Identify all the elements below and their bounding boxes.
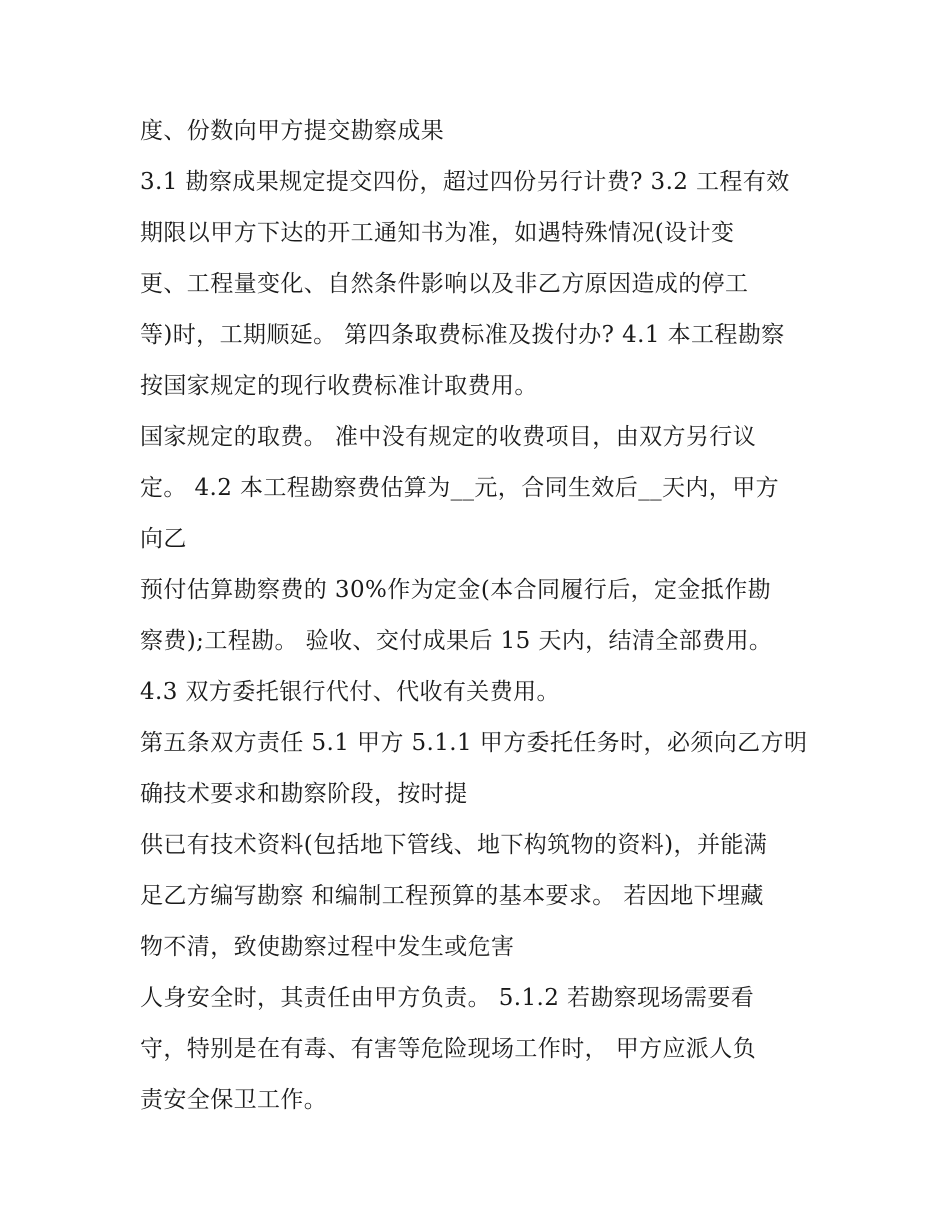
text-line: 确技术要求和勘察阶段，按时提 (140, 781, 468, 807)
document-body (140, 106, 820, 1126)
text-line: 责安全保卫工作。 (140, 1087, 328, 1113)
text-line: 3.1 勘察成果规定提交四份，超过四份另行计费? 3.2 工程有效 (140, 169, 790, 195)
text-line: 足乙方编写勘察 和编制工程预算的基本要求。 若因地下埋藏 (140, 883, 764, 909)
text-line: 定。 4.2 本工程勘察费估算为__元，合同生效后__天内，甲方 (140, 475, 779, 501)
text-line: 期限以甲方下达的开工通知书为准，如遇特殊情况(设计变 (140, 220, 735, 246)
text-line: 物不清，致使勘察过程中发生或危害 (140, 934, 515, 960)
text-line: 供已有技术资料(包括地下管线、地下构筑物的资料)，并能满 (140, 832, 768, 858)
text-line: 人身安全时，其责任由甲方负责。 5.1.2 若勘察现场需要看 (140, 985, 755, 1011)
text-line: 向乙 (140, 526, 187, 552)
text-line: 守，特别是在有毒、有害等危险现场工作时， 甲方应派人负 (140, 1036, 757, 1062)
text-line: 预付估算勘察费的 30%作为定金(本合同履行后，定金抵作勘 (140, 577, 772, 603)
text-line: 等)时，工期顺延。 第四条取费标准及拨付办? 4.1 本工程勘察 (140, 322, 785, 348)
text-line: 察费);工程勘。 验收、交付成果后 15 天内，结清全部费用。 (140, 628, 773, 654)
text-line: 度、份数向甲方提交勘察成果 (140, 118, 445, 144)
text-line: 按国家规定的现行收费标准计取费用。 (140, 373, 538, 399)
text-line: 国家规定的取费。 准中没有规定的收费项目，由双方另行议 (140, 424, 757, 450)
text-line: 第五条双方责任 5.1 甲方 5.1.1 甲方委托任务时，必须向乙方明 (140, 730, 808, 756)
text-line: 4.3 双方委托银行代付、代收有关费用。 (140, 679, 560, 705)
text-line: 更、工程量变化、自然条件影响以及非乙方原因造成的停工 (140, 271, 749, 297)
